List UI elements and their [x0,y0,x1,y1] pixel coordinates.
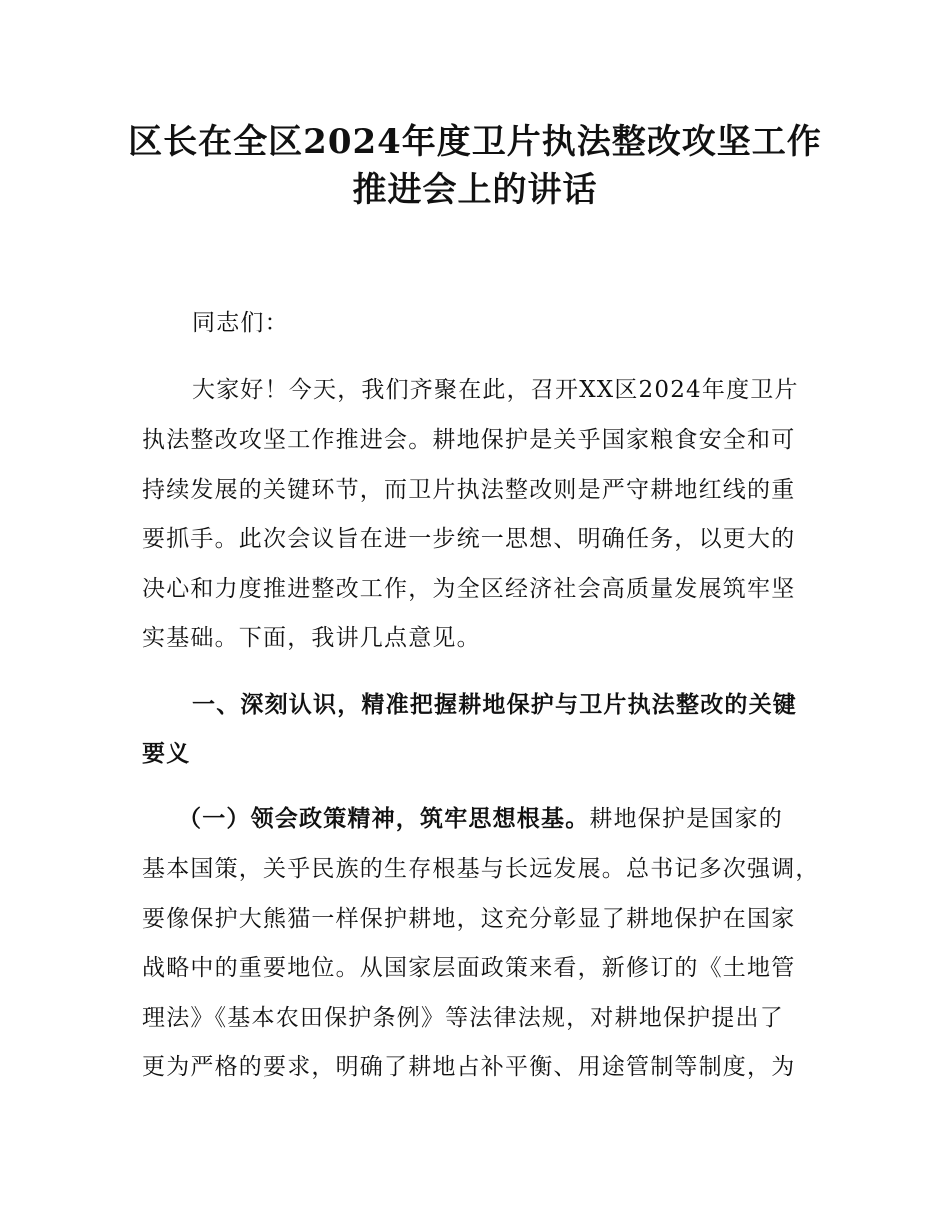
subsection-line: 基本国策，关乎民族的生存根基与长远发展。总书记多次强调， [142,856,820,882]
document-title-line-2: 推进会上的讲话 [352,170,598,210]
intro-line: 要抓手。此次会议旨在进一步统一思想、明确任务，以更大的 [142,526,796,552]
subsection-lead: （一）领会政策精神，筑牢思想根基。 [178,806,590,832]
subsection-line: 要像保护大熊猫一样保护耕地，这充分彰显了耕地保护在国家 [142,906,796,932]
section-heading-line: 要义 [142,741,191,767]
intro-line: 执法整改攻坚工作推进会。耕地保护是关乎国家粮食安全和可 [142,427,796,453]
salutation: 同志们： [192,310,289,336]
subsection-line: 战略中的重要地位。从国家层面政策来看，新修订的《土地管 [142,955,796,981]
intro-line: 持续发展的关键环节，而卫片执法整改则是严守耕地红线的重 [142,477,796,503]
intro-line: 决心和力度推进整改工作，为全区经济社会高质量发展筑牢坚 [142,576,796,602]
intro-line: 大家好！今天，我们齐聚在此，召开XX区2024年度卫片 [192,377,799,403]
subsection-first-line [178,802,858,836]
section-heading-line: 一、深刻认识，精准把握耕地保护与卫片执法整改的关键 [192,692,797,718]
subsection-first-line-rest: 耕地保护是国家的 [589,806,784,832]
subsection-line: 更为严格的要求，明确了耕地占补平衡、用途管制等制度，为 [142,1054,796,1080]
document-title-line-1: 区长在全区2024年度卫片执法整改攻坚工作 [128,122,822,162]
intro-line: 实基础。下面，我讲几点意见。 [142,625,481,651]
subsection-line: 理法》《基本农田保护条例》等法律法规，对耕地保护提出了 [142,1005,784,1031]
